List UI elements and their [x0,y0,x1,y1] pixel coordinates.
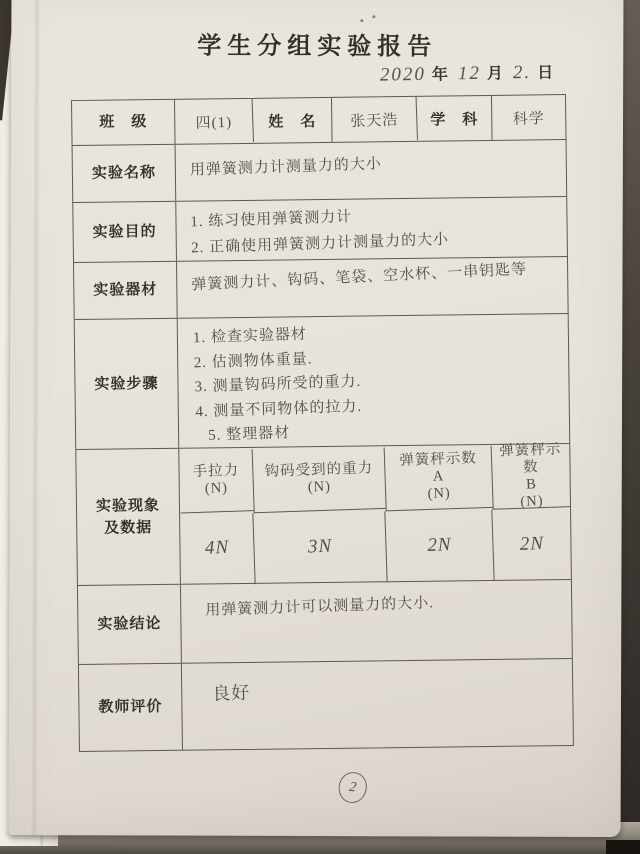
purpose-cell [176,197,567,261]
equipment-label: 实验器材 [74,262,178,319]
page-number-circle [337,770,369,805]
data-table [179,440,571,584]
step-line: 1. 检查实验器材 [192,326,308,347]
data-col-title: 钩码受到的重力 [264,459,374,480]
date-day: 2. [512,61,532,84]
data-col-header [179,447,254,513]
report-title: 学生分组实验报告 [197,33,438,61]
class-label: 班 级 [72,100,176,145]
data-col-header [491,440,571,510]
date-month: 12 [457,62,482,85]
teacher-label: 教师评价 [79,664,183,751]
date-year: 2020 [379,63,427,86]
row-steps [75,313,570,449]
row-equipment [74,256,568,319]
paper-crease [31,0,41,835]
date-year-suffix: 年 [431,66,449,84]
subject-label: 学 科 [417,96,493,141]
data-value: 2N [384,508,493,583]
purpose-line: 1. 练习使用弹簧测力计 [190,209,353,231]
date-month-suffix: 月 [486,65,504,83]
teacher-value: 良好 [211,682,251,704]
data-col-unit: (N) [204,479,229,497]
data-col-title: 手拉力 [192,462,240,480]
purpose-label: 实验目的 [73,202,177,262]
name-value: 张天浩 [332,96,418,143]
data-col-unit: (N) [427,485,451,502]
pencil-speck [360,19,363,22]
row-experiment-name [73,139,567,202]
data-col-header [252,445,386,513]
steps-label: 实验步骤 [75,319,180,449]
subject-value: 科学 [512,110,546,128]
conclusion-cell [181,580,572,663]
step-line: 5. 整理器材 [207,425,291,444]
experiment-name-value: 用弹簧测力计测量力的大小 [189,156,383,179]
data-label [76,449,181,585]
data-label-line1: 实验现象 [95,497,161,515]
step-line: 3. 测量钩码所受的重力. [194,373,362,396]
data-col-title: 弹簧秤示数 [399,450,478,469]
equipment-cell [177,257,568,318]
report-sheet [9,0,624,837]
data-col-header [384,444,493,512]
report-table [71,94,574,752]
row-class-name-subject [72,95,566,145]
page-number: 2 [348,779,358,796]
date-line [239,59,559,89]
pencil-speck [372,15,375,18]
name-label: 姓 名 [253,98,333,143]
conclusion-label: 实验结论 [78,585,182,664]
data-col-unit: (N) [520,492,544,510]
step-line: 2. 估测物体重量. [193,350,313,371]
data-label-line2: 及数据 [104,519,153,537]
data-col-sub: A [432,468,445,485]
experiment-name-cell [176,140,567,201]
experiment-name-label: 实验名称 [73,145,177,202]
date-day-suffix: 日 [537,64,554,82]
data-value: 3N [252,509,386,584]
row-data [76,440,571,585]
teacher-cell [182,659,573,750]
purpose-line: 2. 正确使用弹簧测力计测量力的大小 [190,231,450,257]
conclusion-value: 用弹簧测力计可以测量力的大小. [205,595,435,619]
step-line: 4. 测量不同物体的拉力. [195,398,363,420]
equipment-value: 弹簧测力计、钩码、笔袋、空水杯、一串钥匙等 [191,261,528,294]
data-col-unit: (N) [307,478,332,495]
class-value: 四(1) [175,98,254,145]
steps-cell [178,314,570,448]
data-col-title: 弹簧秤示数 [499,440,562,476]
backdrop-corner [606,840,640,854]
data-value: 2N [491,507,571,581]
row-conclusion [78,579,572,664]
data-value: 4N [204,536,230,559]
data-col-sub: B [525,475,537,493]
row-purpose [73,196,567,262]
row-teacher [79,658,573,751]
